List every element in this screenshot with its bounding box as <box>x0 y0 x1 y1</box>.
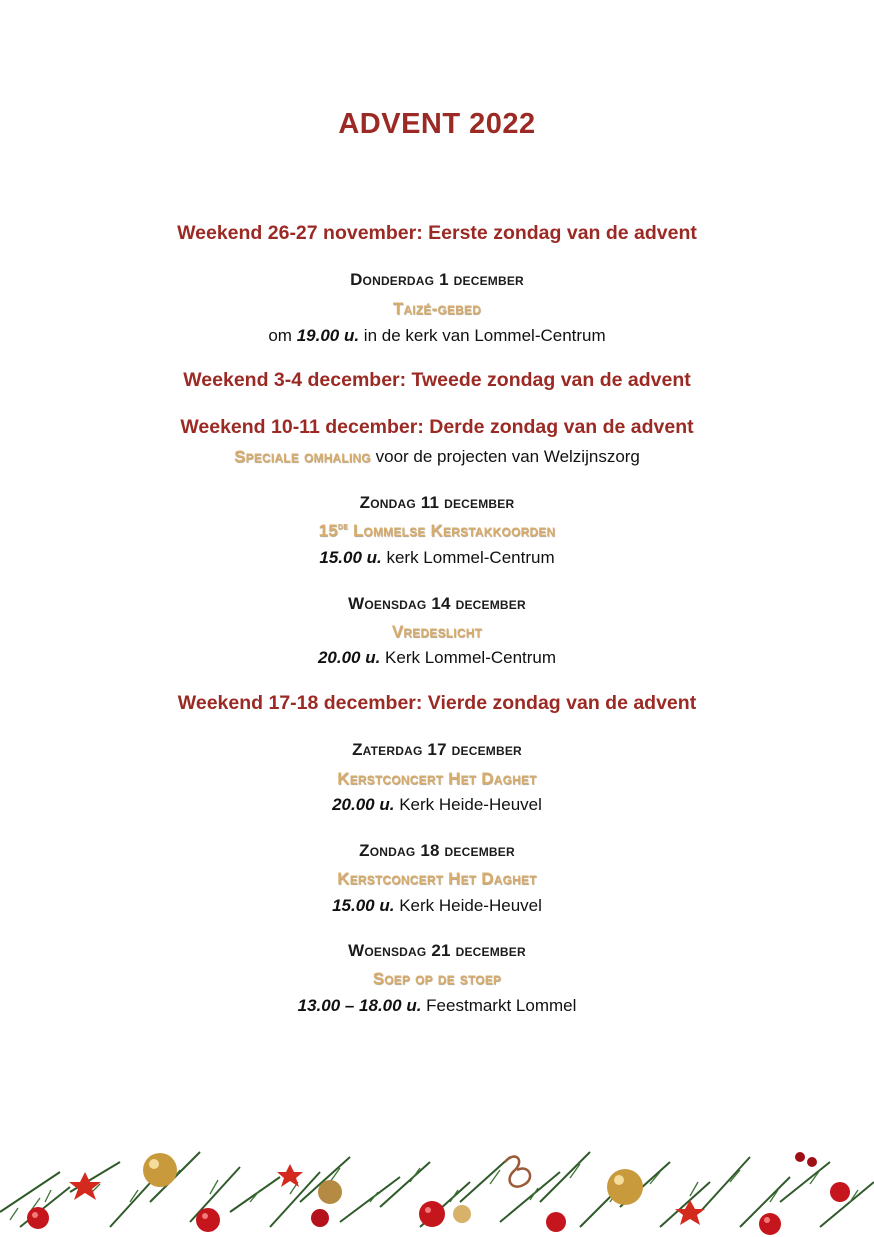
event-2-time: 15.00 u. <box>319 548 382 567</box>
collection-info <box>0 447 874 467</box>
collection-title: Speciale omhaling <box>234 447 371 466</box>
event-4-place: Kerk Heide-Heuvel <box>399 795 542 814</box>
event-4-info <box>0 795 874 815</box>
event-3-title: Vredeslicht <box>391 622 483 641</box>
copper-curl <box>505 1157 530 1187</box>
event-6-place: Feestmarkt Lommel <box>426 996 577 1015</box>
event-5-date: Zondag 18 december <box>359 841 515 860</box>
event-3-time: 20.00 u. <box>317 648 381 667</box>
event-2-date: Zondag 11 december <box>359 493 515 512</box>
event-2-info <box>0 548 874 568</box>
event-5-place: Kerk Heide-Heuvel <box>399 896 542 915</box>
event-2-ordinal: de <box>337 521 349 532</box>
page-title: ADVENT 2022 <box>338 108 536 140</box>
event-1-title: Taizé-gebed <box>392 299 482 318</box>
event-1-info <box>0 326 874 346</box>
weekend-heading-3: Weekend 10-11 december: Derde zondag van de advent <box>180 416 694 438</box>
event-1-date: Donderdag 1 december <box>350 270 524 289</box>
collection-text: voor de projecten van Welzijnszorg <box>375 447 640 466</box>
event-6-time: 13.00 – 18.00 u. <box>297 996 422 1015</box>
christmas-garland-image <box>0 1132 874 1237</box>
event-1-place: in de kerk van Lommel-Centrum <box>363 326 606 345</box>
event-4-date: Zaterdag 17 december <box>352 740 522 759</box>
event-1-prefix: om <box>268 326 292 345</box>
event-3-place: Kerk Lommel-Centrum <box>385 648 557 667</box>
weekend-heading-1: Weekend 26-27 november: Eerste zondag van de advent <box>177 222 697 244</box>
event-5-info <box>0 896 874 916</box>
event-2-title: Lommelse Kerstakkoorden <box>352 521 556 540</box>
event-2-place: kerk Lommel-Centrum <box>386 548 555 567</box>
gold-baubles <box>143 1153 643 1223</box>
event-1-time: 19.00 u. <box>296 326 360 345</box>
event-4-title: Kerstconcert Het Daghet <box>337 769 537 788</box>
event-3-date: Woensdag 14 december <box>348 594 526 613</box>
event-5-time: 15.00 u. <box>332 896 395 915</box>
weekend-heading-2: Weekend 3-4 december: Tweede zondag van de advent <box>183 369 691 391</box>
weekend-heading-4: Weekend 17-18 december: Vierde zondag van de advent <box>177 692 697 714</box>
event-3-info <box>0 648 874 668</box>
event-6-title: Soep op de stoep <box>372 969 502 988</box>
event-5-title: Kerstconcert Het Daghet <box>337 869 537 888</box>
event-6-date: Woensdag 21 december <box>348 941 526 960</box>
event-2-number: 15 <box>318 521 338 540</box>
event-4-time: 20.00 u. <box>332 795 395 814</box>
event-2-title-line <box>0 521 874 541</box>
event-6-info <box>0 996 874 1016</box>
